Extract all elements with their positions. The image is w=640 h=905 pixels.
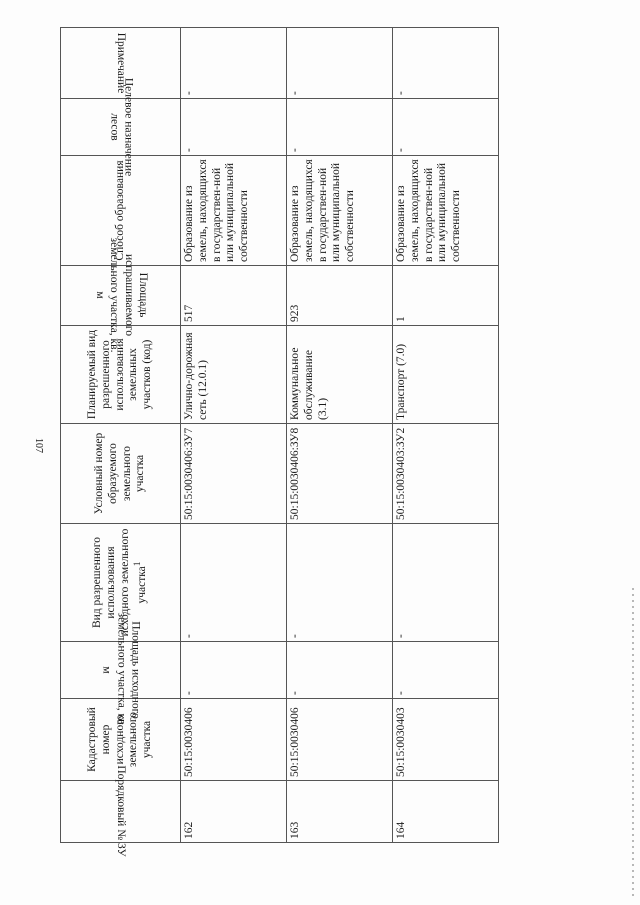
- cell-planned-use: Улично-дорожная сеть (12.0.1): [181, 326, 287, 424]
- table-row: [287, 28, 393, 843]
- cell-cadastral: 50:15:0030403: [393, 699, 499, 781]
- cell-cond-num: 50:15:0030406:ЗУ8: [287, 424, 393, 524]
- cell-area: 1: [393, 266, 499, 326]
- table-row: [393, 28, 499, 843]
- cell-cadastral: 50:15:0030406: [181, 699, 287, 781]
- land-plots-table: [60, 27, 499, 858]
- cell-cadastral: 50:15:0030406: [287, 699, 393, 781]
- header-planned-use: Планируемый вид разрешенного использования земельных участков (код): [61, 326, 181, 424]
- cell-planned-use: Транспорт (7.0): [393, 326, 499, 424]
- cell-forest: -: [393, 99, 499, 156]
- cell-num: 162: [181, 781, 287, 843]
- cell-src-use: -: [287, 524, 393, 642]
- cell-method: Образование из земель, находящихся в государствен-ной или муниципальной собственности: [393, 156, 499, 266]
- header-src-use-footnote: 1: [132, 561, 144, 567]
- cell-note: -: [393, 28, 499, 99]
- header-forest-text: Целевое назначение лесов: [107, 77, 134, 177]
- header-src-area-text: Площадь исходного земельного участка, кв. м: [100, 612, 142, 728]
- header-cond-num: Условный номер образуемого земельного участка: [61, 424, 181, 524]
- header-num-text: Порядковый № ЗУ: [114, 765, 127, 858]
- header-note-text: Примечание: [114, 32, 127, 94]
- cell-method: Образование из земель, находящихся в государствен-ной или муниципальной собственности: [287, 156, 393, 266]
- cell-num: 163: [287, 781, 393, 843]
- cell-method: Образование из земель, находящихся в государствен-ной или муниципальной собственности: [181, 156, 287, 266]
- header-src-area: [61, 612, 181, 728]
- header-cadastral: Кадастровый номер исходного земельного участка: [61, 699, 181, 781]
- cell-src-use: -: [181, 524, 287, 642]
- cell-area: 923: [287, 266, 393, 326]
- table-row: [181, 28, 287, 843]
- cell-src-area: -: [181, 642, 287, 699]
- header-method: Способ образования: [61, 156, 181, 266]
- header-num: [61, 765, 181, 858]
- cell-planned-use: Коммунальное обслуживание (3.1): [287, 326, 393, 424]
- rotated-table: [60, 28, 499, 858]
- header-area-text: Площадь испрашиваемого земельного участка, кв. м: [93, 238, 149, 353]
- cell-src-use: -: [393, 524, 499, 642]
- cell-forest: -: [287, 99, 393, 156]
- header-src-use-text: Вид разрешенного использования исходного земельного участка: [90, 528, 149, 637]
- cell-cond-num: 50:15:0030406:ЗУ7: [181, 424, 287, 524]
- cell-forest: -: [181, 99, 287, 156]
- cell-note: -: [181, 28, 287, 99]
- header-note: [61, 28, 181, 99]
- cell-cond-num: 50:15:0030403:ЗУ2: [393, 424, 499, 524]
- cell-src-area: -: [287, 642, 393, 699]
- cell-note: -: [287, 28, 393, 99]
- cell-src-area: -: [393, 642, 499, 699]
- cell-num: 164: [393, 781, 499, 843]
- scan-edge-dots: [632, 588, 634, 898]
- page-number: 107: [33, 438, 44, 453]
- header-area: [61, 238, 181, 353]
- table-header-row: [61, 28, 181, 843]
- cell-area: 517: [181, 266, 287, 326]
